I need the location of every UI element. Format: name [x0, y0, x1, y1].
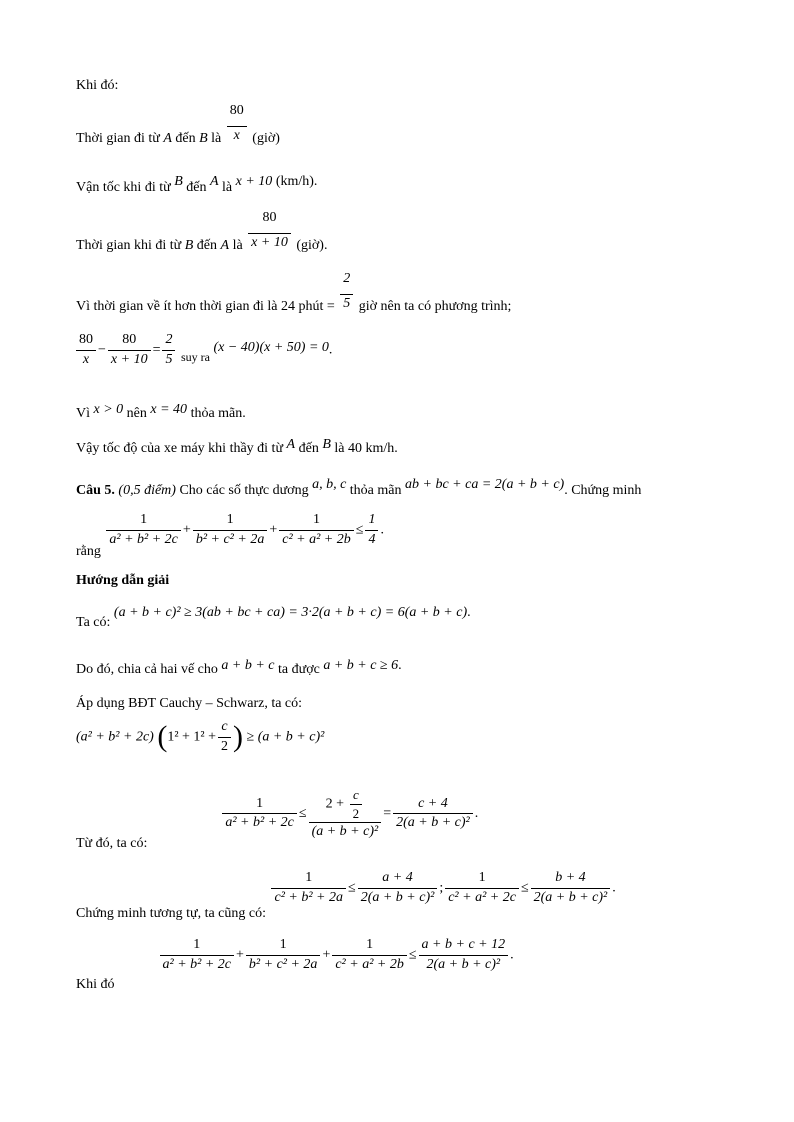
vars-abc: a, b, c: [312, 477, 347, 492]
text: đến: [298, 441, 319, 456]
numerator: 1: [305, 870, 313, 885]
text: Thời gian khi đi từ: [76, 238, 182, 253]
line-ta-co: Ta có: (a + b + c)² ≥ 3(ab + bc + ca) = 3·2(a + b + c) = 6(a + b + c).: [76, 605, 471, 630]
line-cs-inequality: (a² + b² + 2c) (1² + 1² + $\frac{c}{2}$ ) ≥ (a + b + c)²: [76, 719, 325, 754]
numerator: [309, 788, 382, 822]
line-24-minutes: [76, 271, 512, 314]
fraction-sim-2: [358, 871, 438, 905]
numerator: 80: [79, 332, 93, 347]
fraction-80-x: [227, 104, 247, 143]
fraction-sim-3: [445, 871, 519, 905]
denominator: x: [76, 350, 96, 368]
expr-x-eq-40: x = 40: [150, 402, 188, 417]
text: đến: [196, 238, 217, 253]
fraction-term-2: [193, 513, 268, 547]
fraction-term-3: [279, 513, 354, 547]
fraction-final-3: [332, 938, 407, 972]
numerator: 2: [343, 271, 351, 286]
expr-right: ≥ (a + b + c)²: [246, 729, 325, 745]
expr-sum-ge-6: a + b + c ≥ 6: [323, 658, 399, 673]
var-a: A: [220, 238, 230, 253]
text: Vậy tốc độ của xe máy khi thầy đi từ: [76, 441, 284, 456]
fraction-80-x-plus-10: [108, 333, 151, 367]
expr-x-gt-0: x > 0: [93, 402, 124, 417]
line-speed-b-to-a: Vận tốc khi đi từ B đến A là x + 10 (km/h).: [76, 174, 318, 195]
numerator: c: [352, 787, 359, 802]
numerator: a + 4: [382, 870, 413, 885]
text: . Chứng minh: [564, 483, 642, 498]
denominator: c² + a² + 2b: [332, 955, 407, 973]
fraction-final-1: [160, 938, 235, 972]
fraction-sim-4: [531, 871, 611, 905]
numerator: a + b + c + 12: [421, 937, 506, 952]
denominator: 2(a + b + c)²: [393, 813, 473, 831]
expr-factored: (x − 40)(x + 50) = 0: [213, 340, 329, 356]
fraction-1-4: [365, 513, 378, 547]
numerator: c: [221, 719, 228, 734]
line-time-b-to-a: [76, 210, 328, 253]
text: Áp dụng BĐT Cauchy – Schwarz, ta có:: [76, 696, 303, 711]
text: thỏa mãn: [349, 483, 402, 498]
numerator: 1: [256, 795, 264, 811]
text: là: [232, 238, 243, 253]
line-tu-do: Từ đó, ta có: $\frac{1}{\text{a² + b² + 2c}}$ ≤ 2 + $\frac{c}{2}$ (a + b + c)² = $\frac{c + 4}{\text{2(a + b + c)²}}$ .: [76, 787, 479, 852]
denominator: c² + a² + 2b: [279, 530, 354, 548]
fraction-rhs: [393, 797, 473, 831]
line-inequality-to-prove: rằng $\frac{1}{\text{a² + b² + 2c}}$ + $\frac{1}{\text{b² + c² + 2a}}$ + $\frac{1}{\text{c² + a² + 2b}}$ ≤ $\frac{1}{4}$ .: [76, 512, 384, 560]
text: thỏa mãn.: [190, 406, 246, 421]
numerator: b + 4: [555, 870, 586, 885]
denominator: (a + b + c)²: [309, 822, 382, 840]
text: Thời gian đi từ: [76, 131, 160, 146]
text: giờ nên ta có phương trình;: [358, 299, 512, 314]
line-vi-x: [76, 402, 246, 421]
var-a: A: [163, 131, 172, 146]
fraction-80-x-plus-10: [248, 211, 291, 250]
line-final: Khi đó $\frac{1}{\text{a² + b² + 2c}}$ + $\frac{1}{\text{b² + c² + 2a}}$ + $\frac{1}{\text{c² + a² + 2b}}$ ≤ $\frac{a + b + c + 12}{\text{2(a + b + c)²}}$ .: [76, 937, 514, 993]
line-similarly: Chứng minh tương tự, ta cũng có: $\frac{1}{\text{c² + b² + 2a}}$ ≤ $\frac{a + 4}{\text{2(a + b + c)²}}$ ; $\frac{1}{\text{c² + a² + 2c}}$ ≤ $\frac{b + 4}{\text{2(a + b + c)²}}$ .: [76, 870, 616, 922]
denominator: 2(a + b + c)²: [419, 955, 509, 973]
line-equation: $\frac{80}{x}$ − $\frac{80}{x + 10}$ = $\frac{2}{5}$ suy ra (x − 40)(x + 50) = 0.: [76, 333, 332, 367]
denominator: x + 10: [108, 350, 151, 368]
text: Cho các số thực dương: [179, 483, 309, 498]
text: đến: [186, 180, 207, 195]
fraction-middle: [309, 788, 382, 840]
fraction-sim-1: [271, 871, 346, 905]
var-b: B: [322, 437, 331, 452]
fraction-c-2: [350, 788, 363, 820]
line-cauchy-schwarz: [76, 697, 302, 711]
text: Từ đó, ta có:: [76, 836, 148, 852]
numerator: 1: [226, 512, 234, 527]
fraction-2-5: [340, 272, 353, 311]
numerator: 1: [193, 937, 201, 952]
denominator: 2(a + b + c)²: [358, 888, 438, 906]
text: đến: [175, 131, 196, 146]
text-suy-ra: suy ra: [180, 350, 210, 365]
var-a: A: [209, 174, 219, 189]
numerator: 1: [368, 512, 376, 527]
solution-heading: Hướng dẫn giải: [76, 573, 170, 588]
text: Khi đó:: [76, 78, 119, 93]
numerator: 80: [122, 332, 137, 347]
denominator: 2: [218, 737, 231, 755]
numerator: c + 4: [418, 795, 448, 811]
text: Vận tốc khi đi từ: [76, 180, 171, 195]
unit: (giờ): [252, 131, 280, 146]
line-conclusion: [76, 437, 398, 456]
expr-condition: ab + bc + ca = 2(a + b + c): [405, 477, 565, 492]
text: Khi đó: [76, 977, 115, 993]
unit: (giờ).: [296, 238, 328, 253]
var-a: A: [286, 437, 296, 452]
expr-inequality: (a + b + c)² ≥ 3(ab + bc + ca) = 3·2(a + b + c) = 6(a + b + c): [113, 605, 468, 620]
fraction-lhs: [222, 797, 297, 831]
numerator: 80: [229, 103, 244, 118]
denominator: 4: [365, 530, 378, 548]
expr-sum: a + b + c: [221, 658, 275, 673]
question-points: (0,5 điểm): [118, 483, 176, 498]
text-khi-do: [76, 79, 118, 93]
line-do-do: Do đó, chia cả hai vế cho a + b + c ta được a + b + c ≥ 6.: [76, 658, 402, 677]
expr-left: (a² + b² + 2c): [76, 729, 154, 745]
numerator: 1: [140, 512, 148, 527]
line-time-a-to-b: [76, 103, 280, 146]
numerator-part: 2 +: [325, 796, 345, 812]
fraction-c-2: [218, 720, 231, 754]
denominator: c² + a² + 2c: [445, 888, 519, 906]
numerator: 80: [262, 210, 277, 225]
denominator: a² + b² + 2c: [160, 955, 235, 973]
denominator: 5: [162, 350, 175, 368]
fraction-80-x: [76, 333, 96, 367]
text: Ta có:: [76, 615, 111, 630]
numerator: 1: [279, 937, 287, 952]
text: Vì: [76, 406, 90, 421]
text: là: [211, 131, 222, 146]
denominator: b² + c² + 2a: [193, 530, 268, 548]
var-b: B: [184, 238, 194, 253]
denominator: a² + b² + 2c: [222, 813, 297, 831]
text: Do đó, chia cả hai vế cho: [76, 662, 218, 677]
denominator: x + 10: [248, 233, 291, 251]
denominator: c² + b² + 2a: [271, 888, 346, 906]
denominator: x: [227, 126, 247, 144]
text: Vì thời gian về ít hơn thời gian đi là 24 phút =: [76, 299, 335, 314]
numerator: 2: [165, 332, 173, 347]
denominator: a² + b² + 2c: [106, 530, 181, 548]
text: Chứng minh tương tự, ta cũng có:: [76, 906, 266, 922]
fraction-final-2: [246, 938, 321, 972]
expr-mid: 1² + 1² +: [167, 729, 217, 745]
question-5: [76, 477, 642, 498]
text: là 40 km/h.: [334, 441, 398, 456]
text-rang: rằng: [76, 544, 101, 560]
var-b: B: [199, 131, 208, 146]
fraction-2-5: [162, 333, 175, 367]
denominator: 2(a + b + c)²: [531, 888, 611, 906]
denominator: b² + c² + 2a: [246, 955, 321, 973]
numerator: 1: [312, 512, 320, 527]
text: là: [222, 180, 233, 195]
numerator: 1: [366, 937, 374, 952]
fraction-term-1: [106, 513, 181, 547]
text: nên: [126, 406, 147, 421]
text: ta được: [278, 662, 320, 677]
denominator: 2: [350, 804, 363, 821]
fraction-final-rhs: [419, 938, 509, 972]
var-b: B: [174, 174, 183, 189]
numerator: 1: [478, 870, 486, 885]
denominator: 5: [340, 294, 353, 312]
question-label: Câu 5.: [76, 483, 115, 498]
unit: (km/h): [275, 174, 314, 189]
expr-x-plus-10: x + 10: [235, 174, 273, 189]
heading-solution: [76, 574, 169, 588]
